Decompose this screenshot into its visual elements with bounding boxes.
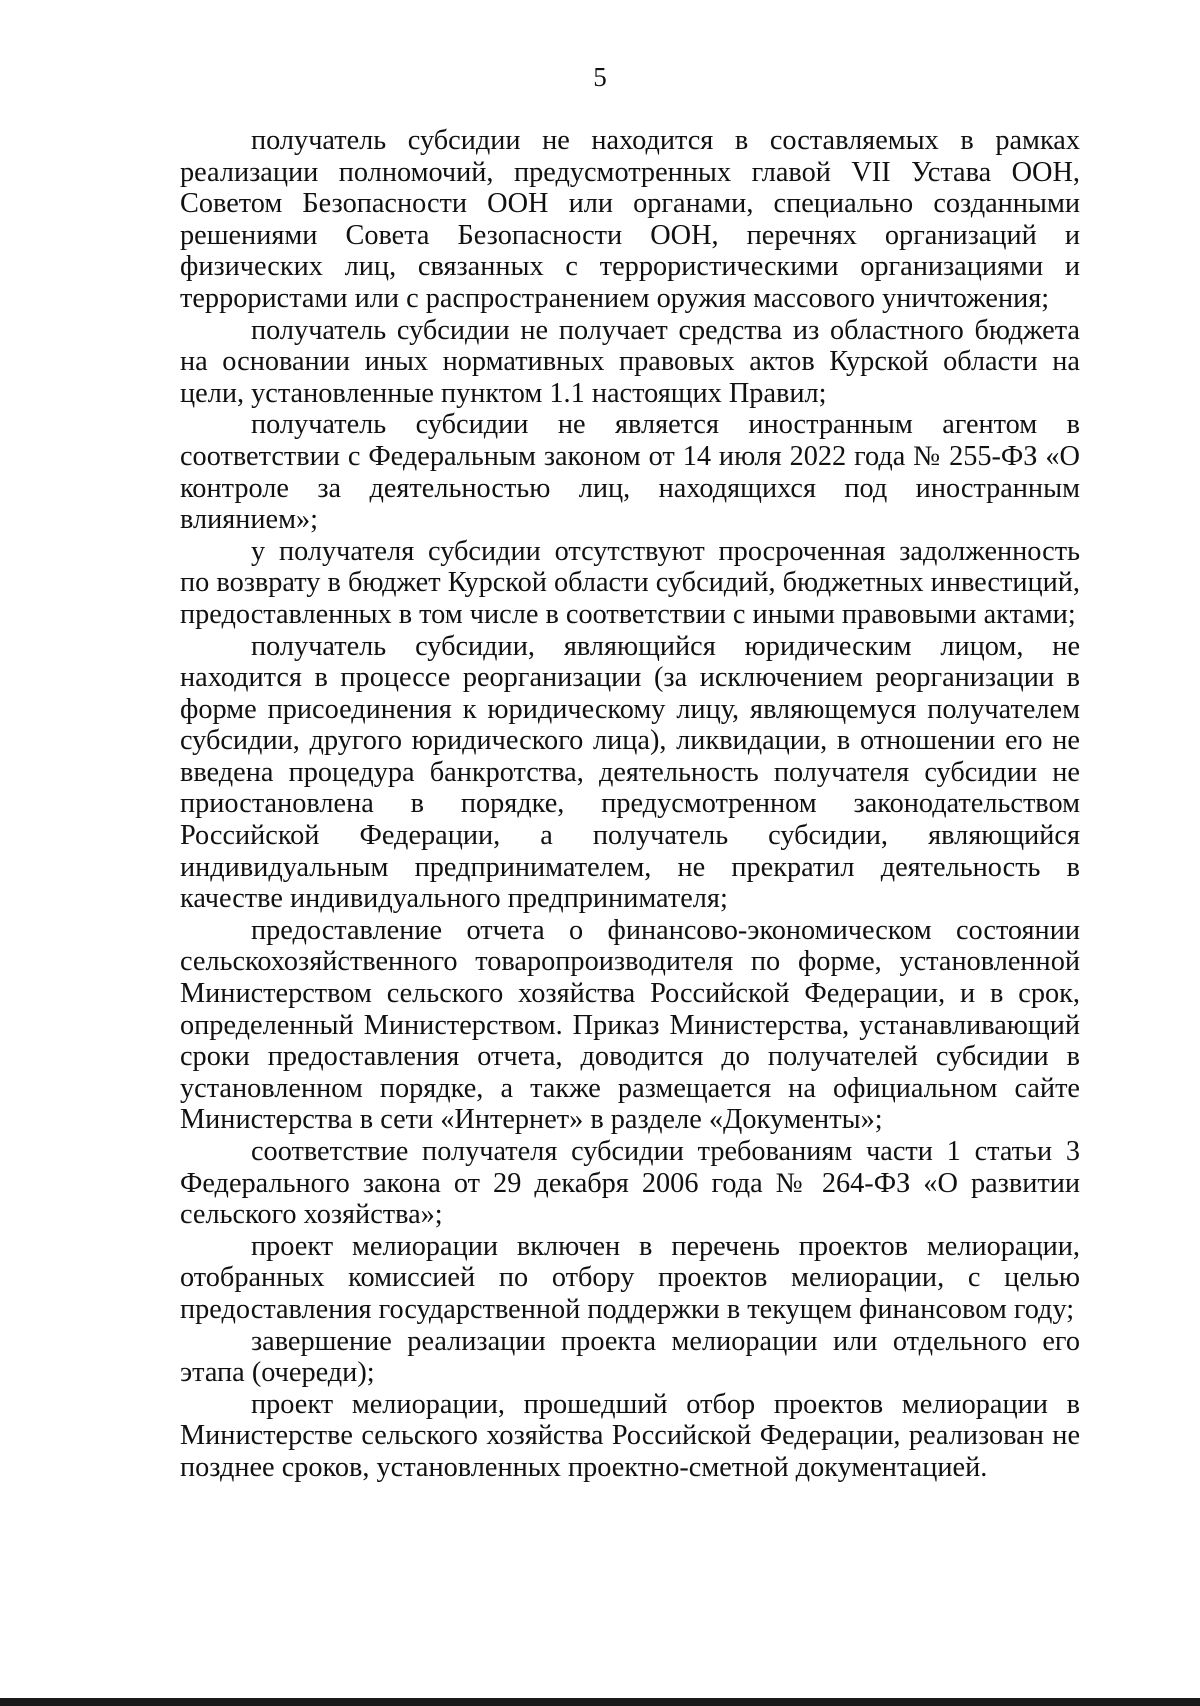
- paragraph-no-overdue-debt: у получателя субсидии отсутствуют просроченная задолженность по возврату в бюджет Курской области субсидий, бюджетных инвестиций, предоставленных в том числе в соответствии с иными правовыми актами;: [180, 535, 1080, 630]
- paragraph-terrorist-lists: получатель субсидии не находится в составляемых в рамках реализации полномочий, предусмотренных главой VII Устава ООН, Советом Безопасности ООН или органами, специально созданными решениями Совета Безопасности ООН, перечнях организаций и физических лиц, связанных с террористическими организациями и террористами или с распространением оружия массового уничтожения;: [180, 125, 1080, 314]
- paragraph-project-completed: завершение реализации проекта мелиорации или отдельного его этапа (очереди);: [180, 1325, 1080, 1389]
- paragraph-federal-law-264: соответствие получателя субсидии требованиям части 1 статьи 3 Федерального закона от 29 декабря 2006 года № 264-ФЗ «О развитии сельского хозяйства»;: [180, 1136, 1080, 1231]
- paragraph-not-foreign-agent: получатель субсидии не является иностранным агентом в соответствии с Федеральным законом от 14 июля 2022 года № 255-ФЗ «О контроле за деятельностью лиц, находящихся под иностранным влиянием»;: [180, 409, 1080, 536]
- paragraph-financial-report: предоставление отчета о финансово-экономическом состоянии сельскохозяйственного товаропроизводителя по форме, установленной Министерством сельского хозяйства Российской Федерации, и в срок, определенный Министерством. Приказ Министерства, устанавливающий сроки предоставления отчета, доводится до получателей субсидии в установленном порядке, а также размещается на официальном сайте Министерства в сети «Интернет» в разделе «Документы»;: [180, 914, 1080, 1136]
- scan-bottom-edge: [0, 1698, 1200, 1706]
- document-body: [180, 125, 1080, 1484]
- page-number: 5: [593, 62, 607, 92]
- paragraph-no-reorganization: получатель субсидии, являющийся юридическим лицом, не находится в процессе реорганизации (за исключением реорганизации в форме присоединения к юридическому лицу, являющемуся получателем субсидии, другого юридического лица), ликвидации, в отношении его не введена процедура банкротства, деятельность получателя субсидии не приостановлена в порядке, предусмотренном законодательством Российской Федерации, а получатель субсидии, являющийся индивидуальным предпринимателем, не прекратил деятельность в качестве индивидуального предпринимателя;: [180, 630, 1080, 915]
- paragraph-no-other-funds: получатель субсидии не получает средства из областного бюджета на основании иных нормативных правовых актов Курской области на цели, установленные пунктом 1.1 настоящих Правил;: [180, 314, 1080, 409]
- paragraph-project-deadlines: проект мелиорации, прошедший отбор проектов мелиорации в Министерстве сельского хозяйства Российской Федерации, реализован не позднее сроков, установленных проектно-сметной документацией.: [180, 1388, 1080, 1483]
- paragraph-project-included: проект мелиорации включен в перечень проектов мелиорации, отобранных комиссией по отбору проектов мелиорации, с целью предоставления государственной поддержки в текущем финансовом году;: [180, 1230, 1080, 1325]
